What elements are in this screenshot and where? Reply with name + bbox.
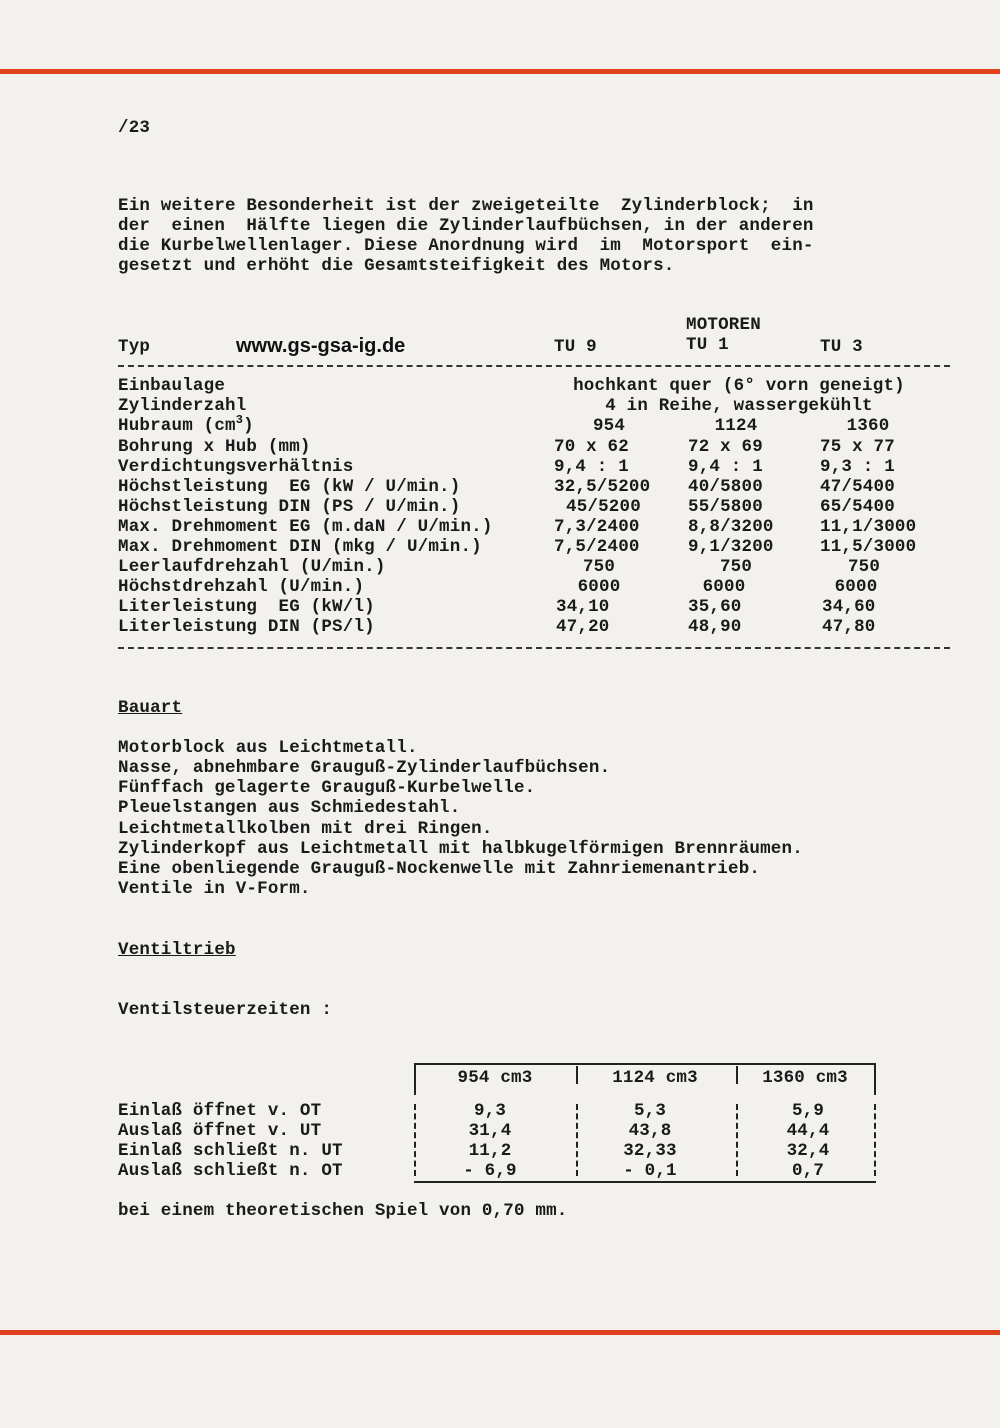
row-label: Max. Drehmoment DIN (mkg / U/min.) xyxy=(118,537,482,557)
cell-tu9: 750 xyxy=(582,557,616,577)
valve-table-bottom-rule xyxy=(414,1181,876,1183)
bauart-line: Ventile in V-Form. xyxy=(118,879,311,899)
cell-tu1: 750 xyxy=(719,557,753,577)
bauart-heading: Bauart xyxy=(118,698,183,718)
row-span-value: hochkant quer (6° vorn geneigt) xyxy=(573,376,905,396)
valve-row-pipe-3 xyxy=(736,1104,738,1176)
watermark-link[interactable]: www.gs-gsa-ig.de xyxy=(236,335,406,357)
valve-cell: 11,2 xyxy=(468,1141,512,1161)
row-label-sup: 3 xyxy=(235,413,244,428)
cell-tu3: 65/5400 xyxy=(820,497,895,517)
cell-tu3: 1360 xyxy=(846,416,890,436)
valve-table-border-2 xyxy=(576,1066,578,1084)
row-label: Max. Drehmoment EG (m.daN / U/min.) xyxy=(118,517,493,537)
motoren-header: MOTOREN xyxy=(686,315,761,335)
cell-tu9: 7,5/2400 xyxy=(554,537,640,557)
valve-row-pipe-left xyxy=(414,1104,416,1176)
valve-cell: - 6,9 xyxy=(463,1161,517,1181)
cell-tu3: 9,3 : 1 xyxy=(820,457,895,477)
valve-row-pipe-right xyxy=(874,1104,876,1176)
column-header-tu3: TU 3 xyxy=(820,337,863,357)
cell-tu1: 9,1/3200 xyxy=(688,537,774,557)
valve-cell: 44,4 xyxy=(786,1121,830,1141)
cell-tu3: 6000 xyxy=(834,577,878,597)
valve-row-label: Einlaß schließt n. UT xyxy=(118,1141,343,1161)
row-label-end: ) xyxy=(243,416,254,436)
row-label: Leerlaufdrehzahl (U/min.) xyxy=(118,557,386,577)
valve-row-label: Auslaß öffnet v. UT xyxy=(118,1121,322,1141)
cell-tu9: 6000 xyxy=(577,577,621,597)
column-header-tu1: TU 1 xyxy=(686,335,729,355)
column-header-tu9: TU 9 xyxy=(554,337,597,357)
valve-table-border-left xyxy=(414,1064,416,1095)
valve-row-label: Einlaß öffnet v. OT xyxy=(118,1101,322,1121)
top-red-rule xyxy=(0,69,1000,74)
row-label: Literleistung DIN (PS/l) xyxy=(118,617,375,637)
cell-tu9: 34,10 xyxy=(556,597,610,617)
intro-line: gesetzt und erhöht die Gesamtsteifigkeit des Motors. xyxy=(118,256,675,276)
intro-line: der einen Hälfte liegen die Zylinderlaufbüchsen, in der anderen xyxy=(118,216,814,236)
bauart-line: Nasse, abnehmbare Grauguß-Zylinderlaufbüchsen. xyxy=(118,758,611,778)
row-label: Literleistung EG (kW/l) xyxy=(118,597,375,617)
row-label: Einbaulage xyxy=(118,376,226,396)
ventilsteuerzeiten-label: Ventilsteuerzeiten : xyxy=(118,1000,333,1020)
valve-cell: 5,3 xyxy=(633,1101,667,1121)
ventiltrieb-heading: Ventiltrieb xyxy=(118,940,236,960)
cell-tu9: 47,20 xyxy=(556,617,610,637)
cell-tu3: 11,1/3000 xyxy=(820,517,917,537)
table-divider-top xyxy=(118,365,950,367)
cell-tu1: 40/5800 xyxy=(688,477,763,497)
cell-tu1: 55/5800 xyxy=(688,497,763,517)
cell-tu9: 9,4 : 1 xyxy=(554,457,629,477)
valve-cell: 0,7 xyxy=(791,1161,825,1181)
cell-tu9: 954 xyxy=(592,416,626,436)
bauart-line: Motorblock aus Leichtmetall. xyxy=(118,738,418,758)
cell-tu9: 7,3/2400 xyxy=(554,517,640,537)
table-divider-bottom xyxy=(118,647,950,649)
cell-tu9: 32,5/5200 xyxy=(554,477,651,497)
valve-col-954: 954 cm3 xyxy=(457,1068,533,1088)
row-label xyxy=(118,413,254,436)
bauart-line: Pleuelstangen aus Schmiedestahl. xyxy=(118,798,461,818)
valve-cell: 31,4 xyxy=(468,1121,512,1141)
valve-cell: - 0,1 xyxy=(623,1161,677,1181)
valve-row-pipe-2 xyxy=(576,1104,578,1176)
cell-tu3: 75 x 77 xyxy=(820,437,895,457)
cell-tu1: 48,90 xyxy=(688,617,742,637)
intro-line: die Kurbelwellenlager. Diese Anordnung wird im Motorsport ein- xyxy=(118,236,814,256)
cell-tu1: 6000 xyxy=(702,577,746,597)
valve-col-1360: 1360 cm3 xyxy=(762,1068,848,1088)
cell-tu3: 11,5/3000 xyxy=(820,537,917,557)
valve-cell: 32,33 xyxy=(623,1141,677,1161)
bauart-line: Eine obenliegende Grauguß-Nockenwelle mit Zahnriemenantrieb. xyxy=(118,859,761,879)
cell-tu3: 47/5400 xyxy=(820,477,895,497)
bottom-red-rule xyxy=(0,1330,1000,1335)
row-label: Höchstleistung DIN (PS / U/min.) xyxy=(118,497,461,517)
valve-cell: 9,3 xyxy=(473,1101,507,1121)
cell-tu1: 1124 xyxy=(714,416,758,436)
cell-tu3: 34,60 xyxy=(822,597,876,617)
row-span-value: 4 in Reihe, wassergekühlt xyxy=(605,396,873,416)
bauart-line: Fünffach gelagerte Grauguß-Kurbelwelle. xyxy=(118,778,536,798)
cell-tu9: 45/5200 xyxy=(566,497,641,517)
cell-tu9: 70 x 62 xyxy=(554,437,629,457)
valve-table-border-right xyxy=(874,1064,876,1095)
valve-cell: 5,9 xyxy=(791,1101,825,1121)
valve-table-top-rule xyxy=(414,1063,876,1065)
row-label: Höchstdrehzahl (U/min.) xyxy=(118,577,365,597)
cell-tu1: 9,4 : 1 xyxy=(688,457,763,477)
valve-cell: 43,8 xyxy=(628,1121,672,1141)
cell-tu1: 72 x 69 xyxy=(688,437,763,457)
valve-row-label: Auslaß schließt n. OT xyxy=(118,1161,343,1181)
bauart-line: Leichtmetallkolben mit drei Ringen. xyxy=(118,819,493,839)
row-label-text: Hubraum (cm xyxy=(118,416,236,436)
row-label: Bohrung x Hub (mm) xyxy=(118,437,311,457)
cell-tu1: 35,60 xyxy=(688,597,742,617)
cell-tu3: 750 xyxy=(847,557,881,577)
cell-tu1: 8,8/3200 xyxy=(688,517,774,537)
row-label: Zylinderzahl xyxy=(118,396,247,416)
row-label: Höchstleistung EG (kW / U/min.) xyxy=(118,477,461,497)
page-number: /23 xyxy=(118,118,151,138)
valve-cell: 32,4 xyxy=(786,1141,830,1161)
cell-tu3: 47,80 xyxy=(822,617,876,637)
row-label: Verdichtungsverhältnis xyxy=(118,457,354,477)
bauart-line: Zylinderkopf aus Leichtmetall mit halbkugelförmigen Brennräumen. xyxy=(118,839,803,859)
valve-table-border-3 xyxy=(736,1066,738,1084)
valve-footer-note: bei einem theoretischen Spiel von 0,70 mm. xyxy=(118,1201,568,1221)
intro-line: Ein weitere Besonderheit ist der zweigeteilte Zylinderblock; in xyxy=(118,196,814,216)
type-label: Typ xyxy=(118,337,151,357)
valve-col-1124: 1124 cm3 xyxy=(612,1068,698,1088)
